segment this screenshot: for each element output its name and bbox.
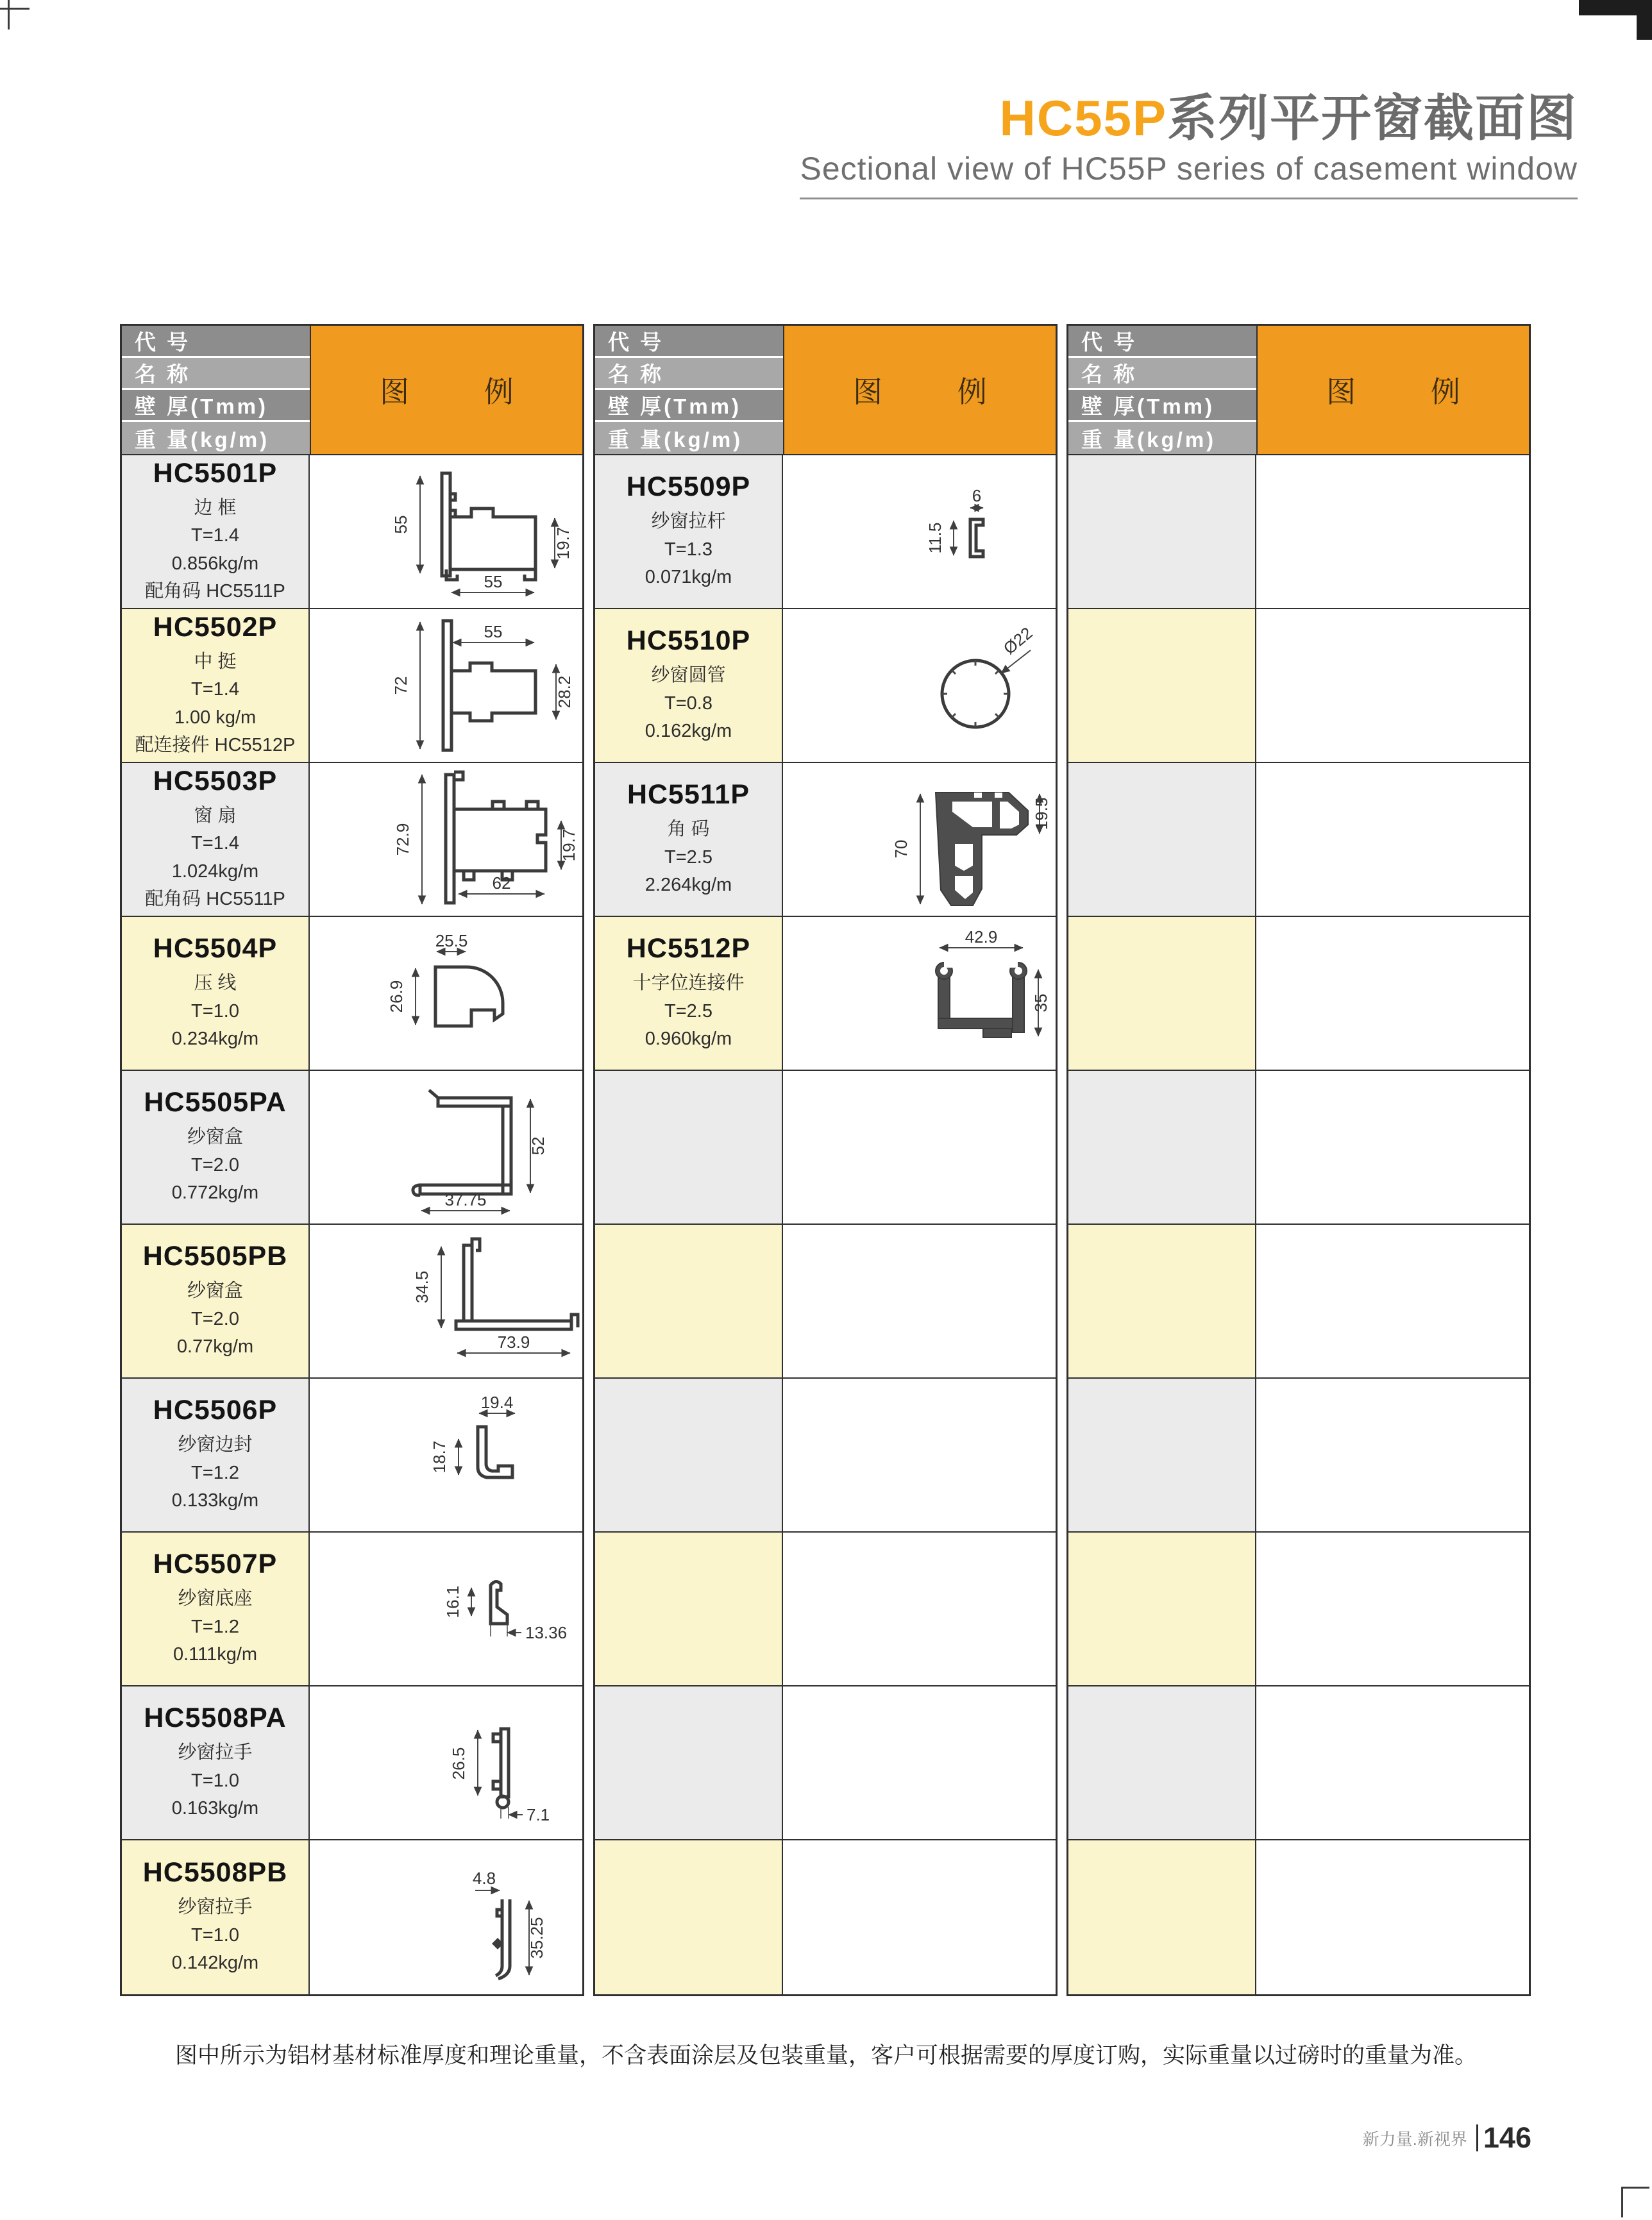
empty-diagram-cell [1256,1379,1529,1531]
empty-label-cell [1068,1379,1256,1531]
empty-label-cell [595,1840,783,1994]
profile-name: 窗 扇 [194,805,237,826]
table-row [122,1225,582,1379]
empty-diagram-cell [1256,763,1529,916]
svg-text:72.9: 72.9 [393,823,412,856]
profile-weight: 1.00 kg/m [174,707,257,728]
profile-name: 纱窗底座 [178,1588,253,1610]
profile-thickness: T=1.4 [191,525,239,546]
profile-label [122,763,310,916]
header-legend: 图 例 [311,326,582,454]
profile-thickness: T=2.5 [664,1000,712,1022]
empty-label-cell [1068,1225,1256,1377]
profile-name: 纱窗边封 [178,1434,253,1456]
section-diagram-hc5505pb [310,1225,582,1377]
table-row [122,1379,582,1533]
profile-thickness: T=2.0 [191,1154,239,1175]
svg-text:26.9: 26.9 [387,980,406,1013]
profile-code: HC5508PB [142,1857,288,1888]
profile-weight: 0.234kg/m [171,1029,259,1050]
profile-name: 纱窗圆管 [651,665,726,686]
table-header [122,326,582,455]
svg-text:4.8: 4.8 [472,1869,496,1888]
empty-diagram-cell [1256,1071,1529,1224]
table-row [1068,609,1529,763]
table-row [122,917,582,1071]
header-thickness: 壁 厚(Tmm) [122,390,310,422]
profile-weight: 0.960kg/m [645,1029,732,1050]
section-diagram-hc5506p [310,1379,582,1531]
profile-code: HC5508PA [144,1703,287,1734]
profile-code: HC5503P [153,765,278,796]
svg-text:25.5: 25.5 [435,931,468,950]
page-title-highlight: HC55P [999,90,1167,146]
empty-diagram-cell [1256,455,1529,608]
table-row [122,763,582,917]
profile-weight: 0.071kg/m [645,567,732,588]
section-diagram-hc5507p [310,1533,582,1685]
profile-label [122,917,310,1070]
header-weight: 重 量(kg/m) [1068,422,1256,454]
empty-diagram-cell [783,1071,1056,1224]
table-row [1068,1379,1529,1533]
empty-label-cell [1068,455,1256,608]
empty-diagram-cell [783,1533,1056,1685]
header-name: 名 称 [1068,358,1256,390]
profile-name: 纱窗盒 [187,1281,243,1302]
profile-name: 边 框 [194,497,237,518]
profile-label [122,1071,310,1224]
profile-weight: 0.77kg/m [176,1336,254,1358]
profile-label [122,1533,310,1685]
svg-text:35.25: 35.25 [527,1917,546,1959]
svg-text:34.5: 34.5 [412,1270,432,1304]
svg-text:7.1: 7.1 [527,1805,550,1824]
empty-label-cell [1068,917,1256,1070]
page-number: 146 [1483,2121,1531,2154]
profile-name: 纱窗拉手 [178,1897,253,1918]
table-row [595,763,1056,917]
crop-mark-top-left-h [0,8,30,10]
empty-diagram-cell [783,1840,1056,1994]
profile-table-group-2 [593,324,1058,1996]
table-row [1068,1533,1529,1686]
empty-label-cell [1068,1686,1256,1839]
svg-text:19.7: 19.7 [553,526,573,560]
profile-code: HC5510P [626,625,751,657]
header-weight: 重 量(kg/m) [595,422,783,454]
profile-thickness: T=1.0 [191,1924,239,1946]
table-row [595,1225,1056,1379]
profile-label [122,455,310,608]
svg-text:26.5: 26.5 [449,1747,468,1780]
profile-label [122,1686,310,1839]
profile-thickness: T=1.3 [664,539,712,560]
profile-name: 纱窗拉杆 [651,511,726,532]
profile-code: HC5511P [627,779,750,811]
table-row [122,1071,582,1225]
table-row [595,917,1056,1071]
svg-text:13.36: 13.36 [525,1623,568,1642]
crop-mark-top-left-v [8,0,10,29]
profile-name: 十字位连接件 [632,973,745,994]
table-row [122,609,582,763]
profile-weight: 0.163kg/m [171,1798,259,1819]
profile-weight: 0.111kg/m [173,1644,258,1665]
empty-label-cell [595,1533,783,1685]
profile-code: HC5506P [153,1395,278,1426]
svg-text:42.9: 42.9 [965,927,998,946]
profile-thickness: T=2.0 [191,1308,239,1329]
table-row [122,1533,582,1686]
empty-label-cell [595,1071,783,1224]
table-row [122,455,582,609]
svg-text:73.9: 73.9 [497,1333,530,1352]
empty-diagram-cell [1256,1840,1529,1994]
svg-text:62: 62 [492,873,511,893]
section-diagram-hc5503p [310,763,582,916]
profile-weight: 2.264kg/m [645,875,732,896]
table-row [1068,763,1529,917]
profile-weight: 0.162kg/m [645,721,732,742]
profile-code: HC5505PB [142,1241,288,1272]
svg-text:55: 55 [391,515,410,534]
empty-diagram-cell [783,1379,1056,1531]
profile-weight: 0.856kg/m [171,553,259,574]
profile-label [122,609,310,762]
profile-name: 纱窗盒 [187,1127,243,1148]
profile-name: 纱窗拉手 [178,1742,253,1763]
page-title-rest: 系列平开窗截面图 [1167,90,1578,146]
empty-diagram-cell [1256,1533,1529,1685]
table-row [595,609,1056,763]
profile-code: HC5504P [153,933,278,964]
profile-thickness: T=2.5 [664,846,712,868]
profile-thickness: T=1.4 [191,679,239,700]
header-thickness: 壁 厚(Tmm) [1068,390,1256,422]
profile-code: HC5502P [153,611,278,643]
svg-text:55: 55 [484,622,503,641]
profile-label [595,455,783,608]
profile-weight: 0.142kg/m [171,1953,259,1974]
profile-label [122,1379,310,1531]
table-row [595,1533,1056,1686]
table-row [1068,1840,1529,1994]
profile-code: HC5505PA [144,1087,287,1118]
section-diagram-hc5511p [783,763,1056,916]
profile-weight: 0.772kg/m [171,1182,259,1204]
section-diagram-hc5501p [310,455,582,608]
header-code: 代 号 [1068,326,1256,358]
profile-thickness: T=1.0 [191,1000,239,1022]
profile-table-group-1 [120,324,584,1996]
table-row [122,1840,582,1994]
profile-thickness: T=1.2 [191,1616,239,1637]
header-name: 名 称 [122,358,310,390]
table-row [595,455,1056,609]
svg-text:18.7: 18.7 [430,1440,449,1474]
svg-text:19.4: 19.4 [480,1393,514,1412]
section-diagram-hc5510p [783,609,1056,762]
page-subtitle: Sectional view of HC55P series of casement window [800,150,1578,199]
svg-text:28.2: 28.2 [555,675,574,709]
crop-mark-bottom-right-h [1621,2187,1649,2189]
profile-thickness: T=1.0 [191,1770,239,1791]
profile-label [122,1225,310,1377]
profile-label [595,609,783,762]
empty-diagram-cell [1256,1225,1529,1377]
profile-code: HC5512P [626,933,751,964]
brand-slogan: 新力量.新视界 [1362,2129,1467,2149]
profile-name: 角 码 [667,819,710,840]
profile-extra: 配连接件 HC5512P [135,735,296,755]
header-legend: 图 例 [1258,326,1529,454]
table-row [122,1686,582,1840]
empty-label-cell [1068,1840,1256,1994]
svg-text:6: 6 [972,486,982,505]
svg-text:55: 55 [484,572,503,591]
profile-extra: 配角码 HC5511P [145,889,285,909]
header-code: 代 号 [122,326,310,358]
table-row [1068,1225,1529,1379]
section-diagram-hc5502p [310,609,582,762]
empty-label-cell [1068,609,1256,762]
crop-mark-top-right-stub [1637,0,1652,40]
table-row [1068,455,1529,609]
profile-code: HC5509P [626,471,751,503]
table-row [595,1379,1056,1533]
page-footer [1363,2121,1531,2155]
section-diagram-hc5509p [783,455,1056,608]
profile-label [595,763,783,916]
svg-text:37.75: 37.75 [444,1190,487,1209]
header-thickness: 壁 厚(Tmm) [595,390,783,422]
section-diagram-hc5512p [783,917,1056,1070]
svg-text:16.1: 16.1 [443,1585,462,1619]
empty-diagram-cell [1256,917,1529,1070]
profile-code: HC5507P [153,1549,278,1580]
empty-label-cell [1068,1533,1256,1685]
svg-text:11.5: 11.5 [925,522,945,554]
section-diagram-hc5508pb [310,1840,582,1994]
svg-text:Ø22: Ø22 [999,623,1036,659]
table-row [1068,1071,1529,1225]
table-row [595,1840,1056,1994]
svg-text:70: 70 [891,839,911,859]
empty-diagram-cell [783,1686,1056,1839]
footnote: 图中所示为铝材基材标准厚度和理论重量，不含表面涂层及包装重量，客户可根据需要的厚度订购，实际重量以过磅时的重量为准。 [174,2043,1477,2068]
table-row [1068,1686,1529,1840]
header-code: 代 号 [595,326,783,358]
table-header [1068,326,1529,455]
profile-thickness: T=1.2 [191,1462,239,1483]
profile-label [595,917,783,1070]
empty-label-cell [1068,763,1256,916]
header-weight: 重 量(kg/m) [122,422,310,454]
svg-text:19.7: 19.7 [559,828,578,862]
profile-thickness: T=1.4 [191,833,239,854]
profile-extra: 配角码 HC5511P [145,581,285,601]
empty-diagram-cell [1256,609,1529,762]
page-title [800,91,1578,146]
empty-label-cell [595,1379,783,1531]
profile-name: 压 线 [194,973,237,994]
svg-text:35: 35 [1031,993,1050,1013]
table-row [595,1071,1056,1225]
svg-text:52: 52 [528,1136,548,1156]
header-name: 名 称 [595,358,783,390]
profile-thickness: T=0.8 [664,693,712,714]
footer-divider [1476,2124,1478,2151]
profile-table-group-3 [1066,324,1531,1996]
section-diagram-hc5505pa [310,1071,582,1224]
table-row [1068,917,1529,1071]
table-header [595,326,1056,455]
svg-text:72: 72 [391,676,410,695]
svg-text:19.5: 19.5 [1032,797,1051,830]
page-header [800,91,1578,199]
profile-label [122,1840,310,1994]
empty-diagram-cell [1256,1686,1529,1839]
empty-label-cell [595,1225,783,1377]
header-legend: 图 例 [784,326,1056,454]
profile-weight: 1.024kg/m [171,861,259,882]
empty-diagram-cell [783,1225,1056,1377]
profile-code: HC5501P [153,457,278,489]
profile-name: 中 挺 [194,651,237,672]
section-diagram-hc5508pa [310,1686,582,1839]
crop-mark-bottom-right-v [1621,2187,1623,2217]
section-diagram-hc5504p [310,917,582,1070]
empty-label-cell [595,1686,783,1839]
empty-label-cell [1068,1071,1256,1224]
profile-weight: 0.133kg/m [171,1490,259,1511]
table-row [595,1686,1056,1840]
